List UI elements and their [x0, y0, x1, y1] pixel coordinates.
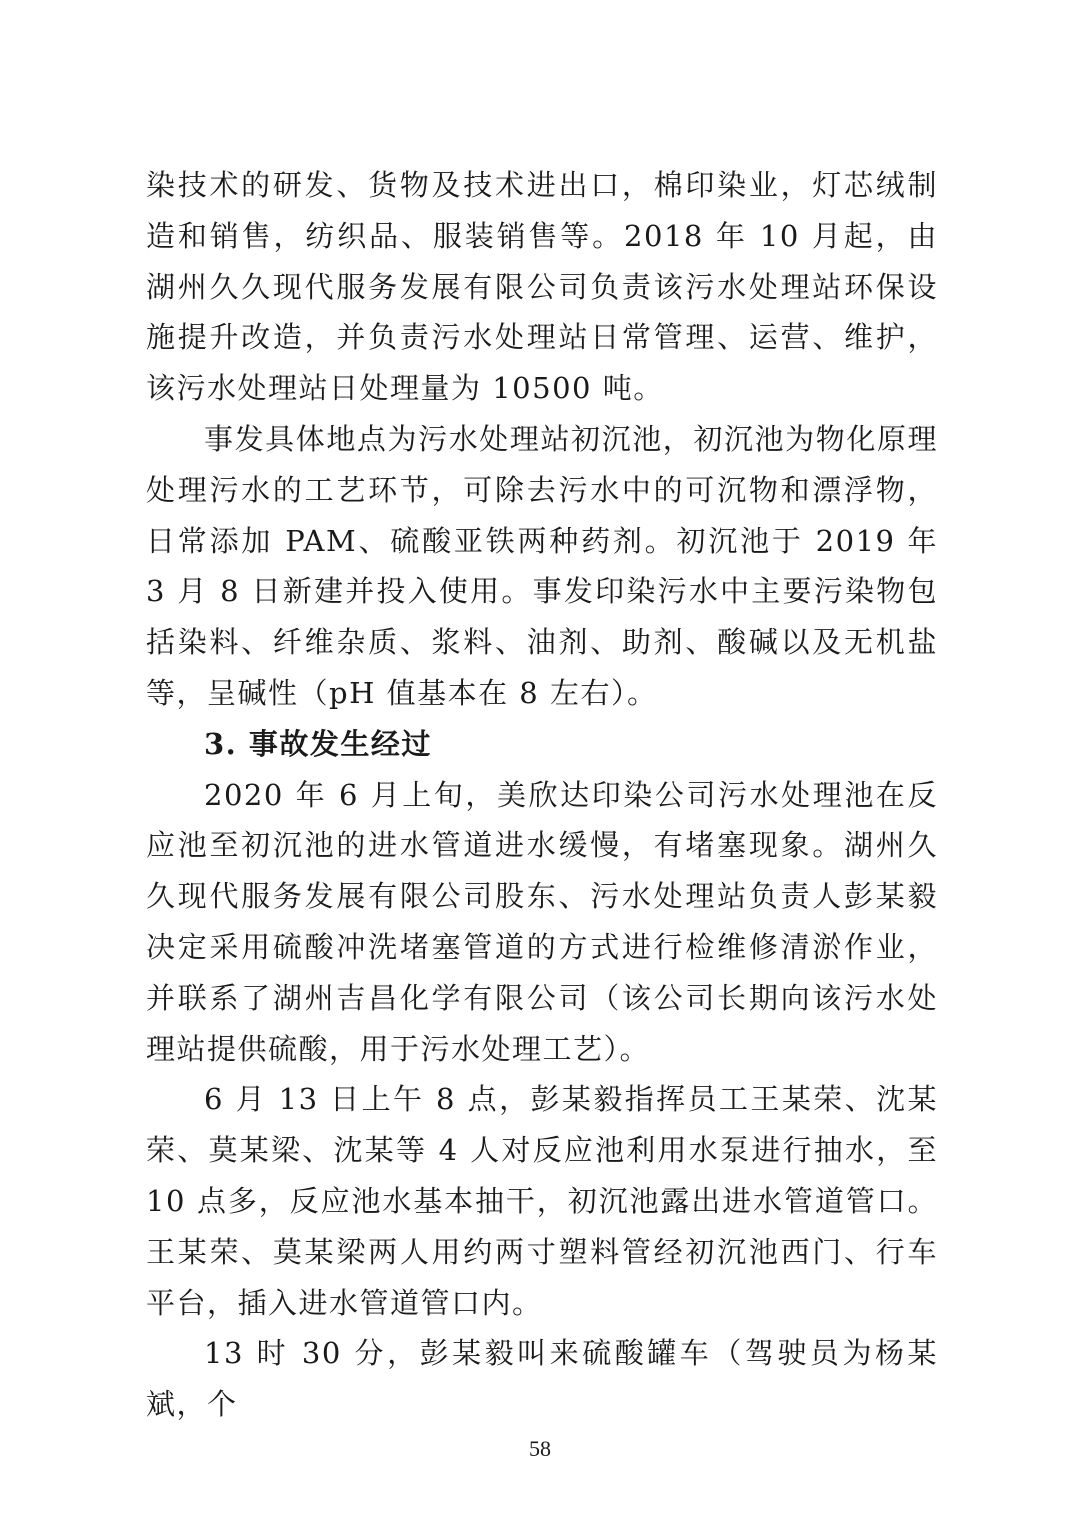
paragraph-pumping-work: 6 月 13 日上午 8 点，彭某毅指挥员工王某荣、沈某荣、莫某梁、沈某等 4 人对反应池利用水泵进行抽水，至 10 点多，反应池水基本抽干，初沉池露出进水管道管口。王某荣、莫某梁两人用约两寸塑料管经初沉池西门、行车平台，插入进水管道管口内。	[146, 1082, 938, 1320]
document-page	[146, 160, 938, 1430]
paragraph-accident-location: 事发具体地点为污水处理站初沉池，初沉池为物化原理处理污水的工艺环节，可除去污水中的可沉物和漂浮物，日常添加 PAM、硫酸亚铁两种药剂。初沉池于 2019 年 3 月 8 日新建并投入使用。事发印染污水中主要污染物包括染料、纤维杂质、浆料、油剂、助剂、酸碱以及无机盐等，呈碱性（pH 值基本在 8 左右）。	[146, 421, 938, 710]
paragraph-company-scope: 染技术的研发、货物及技术进出口，棉印染业，灯芯绒制造和销售，纺织品、服装销售等。2018 年 10 月起，由湖州久久现代服务发展有限公司负责该污水处理站环保设施提升改造，并负责污水处理站日常管理、运营、维护，该污水处理站日处理量为 10500 吨。	[146, 168, 938, 406]
page-number: 58	[529, 1436, 551, 1461]
paragraph-pipe-blockage: 2020 年 6 月上旬，美欣达印染公司污水处理池在反应池至初沉池的进水管道进水缓慢，有堵塞现象。湖州久久现代服务发展有限公司股东、污水处理站负责人彭某毅决定采用硫酸冲洗堵塞管道的方式进行检维修清淤作业，并联系了湖州吉昌化学有限公司（该公司长期向该污水处理站提供硫酸，用于污水处理工艺）。	[146, 777, 938, 1066]
section-heading: 3. 事故发生经过	[204, 726, 432, 761]
paragraph-acid-tanker: 13 时 30 分，彭某毅叫来硫酸罐车（驾驶员为杨某斌，个	[146, 1336, 938, 1422]
